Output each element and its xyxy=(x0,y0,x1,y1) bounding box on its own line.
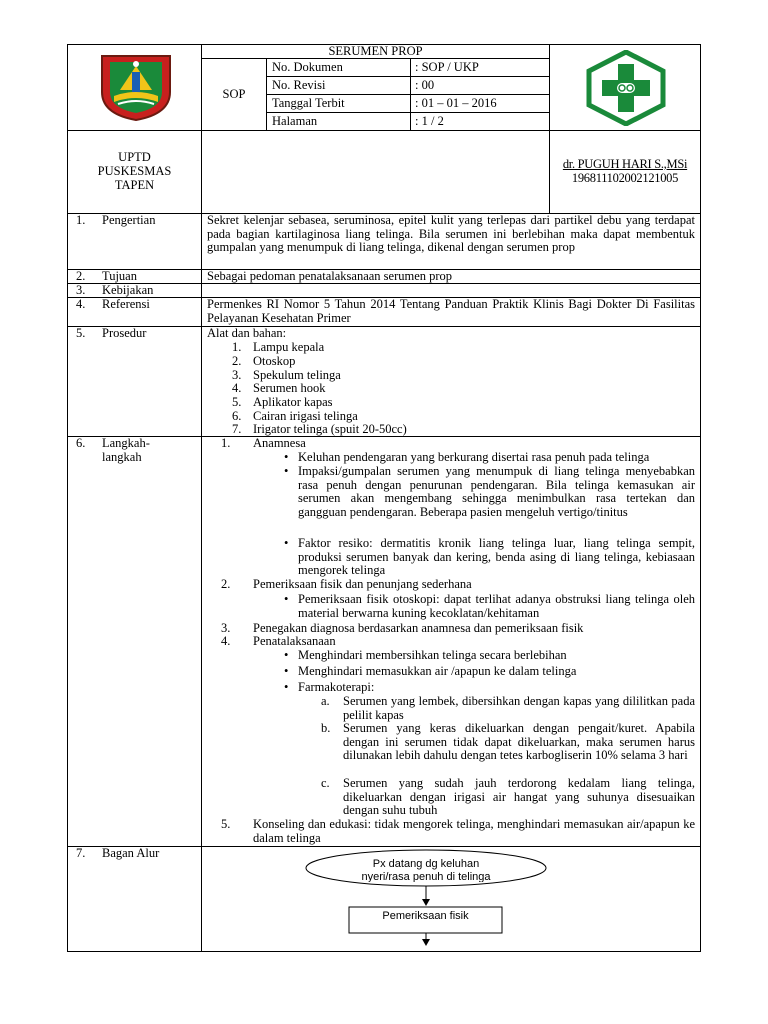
bullet-icon xyxy=(284,451,288,465)
sub-list-text: Serumen yang keras dikeluarkan dengan pengait/kuret. Apabila dengan ini serumen tidak dapat dikeluarkan, maka serumen harus dilunakan lebih dahulu dengan tetes karbogliserin 10% selama 3 hari xyxy=(343,721,695,763)
list-number: 4. xyxy=(232,381,242,395)
row-label: Tujuan xyxy=(102,269,137,283)
row-number: 5. xyxy=(76,326,86,340)
list-number: 1. xyxy=(232,340,242,354)
step-number: 3. xyxy=(221,621,231,635)
org-name: UPTD xyxy=(118,150,151,164)
purpose-text: Sebagai pedoman penatalaksanaan serumen prop xyxy=(207,269,453,283)
flow-node-start: nyeri/rasa penuh di telinga xyxy=(361,871,491,882)
org-name: PUSKESMAS xyxy=(97,164,172,178)
org-name: TAPEN xyxy=(114,178,155,192)
doc-field-value: : 01 – 01 – 2016 xyxy=(415,96,497,110)
doc-field-value: : 1 / 2 xyxy=(415,114,444,128)
list-item: Irigator telinga (spuit 20-50cc) xyxy=(253,422,407,436)
row-label: Bagan Alur xyxy=(102,846,160,860)
row-number: 7. xyxy=(76,846,86,860)
bullet-icon xyxy=(284,465,288,479)
list-item: Serumen hook xyxy=(253,381,326,395)
list-item: Otoskop xyxy=(253,354,296,368)
list-item: Spekulum telinga xyxy=(253,368,341,382)
step-bullet-text: Menghindari memasukkan air /apapun ke dalam telinga xyxy=(298,664,577,678)
row-number: 3. xyxy=(76,283,86,297)
list-number: 5. xyxy=(232,395,242,409)
row-label: Kebijakan xyxy=(102,283,154,297)
step-title: Konseling dan edukasi: tidak mengorek telinga, menghindari memasukan air/apapun ke dalam telinga xyxy=(253,817,695,845)
step-title: Pemeriksaan fisik dan penunjang sederhana xyxy=(253,577,472,591)
row-number: 1. xyxy=(76,213,86,227)
step-number: 2. xyxy=(221,577,231,591)
sub-list-text: Serumen yang lembek, dibersihkan dengan kapas yang dililitkan pada pelilit kapas xyxy=(343,694,695,722)
step-bullet-text: Impaksi/gumpalan serumen yang menumpuk di liang telinga menyebabkan rasa penuh dengan penurunan pendengaran. Bila telinga kemasukan air serumen akan mengembang sehingga menimbulkan rasa tertekan dan gangguan pendengaran. Beberapa pasien mengeluh vertigo/tinitus xyxy=(298,464,695,519)
step-bullet-text: Farmakoterapi: xyxy=(298,680,375,694)
list-item: Cairan irigasi telinga xyxy=(253,409,358,423)
step-title: Anamnesa xyxy=(253,436,306,450)
row-number: 6. xyxy=(76,436,86,450)
list-item: Lampu kepala xyxy=(253,340,325,354)
signer-name: dr. PUGUH HARI S.,MSi xyxy=(562,157,688,171)
reference-text: Permenkes RI Nomor 5 Tahun 2014 Tentang Panduan Praktik Klinis Bagi Dokter Di Fasilitas Pelayanan Kesehatan Primer xyxy=(207,297,695,325)
step-number: 4. xyxy=(221,634,231,648)
sop-label: SOP xyxy=(222,87,246,101)
step-title: Penegakan diagnosa berdasarkan anamnesa dan pemeriksaan fisik xyxy=(253,621,584,635)
definition-text: Sekret kelenjar sebasea, seruminosa, epitel kulit yang terlepas dari partikel debu yang terdapat pada bagian kartilaginosa liang telinga. Bila serumen ini berlebihan maka dapat membentuk gumpalan yang menumpuk di liang telinga, dikenal dengan serumen prop xyxy=(207,213,695,255)
puskesmas-logo xyxy=(585,50,667,126)
doc-field-value: : 00 xyxy=(415,78,435,92)
flow-node-exam: Pemeriksaan fisik xyxy=(382,910,469,922)
step-bullet-text: Keluhan pendengaran yang berkurang disertai rasa penuh pada telinga xyxy=(298,450,650,464)
bullet-icon xyxy=(284,593,288,607)
list-number: 7. xyxy=(232,422,242,436)
doc-field-value: : SOP / UKP xyxy=(415,60,479,74)
signer-nip: 196811102002121005 xyxy=(571,171,679,185)
step-bullet-text: Faktor resiko: dermatitis kronik liang telinga luar, liang telinga sempit, produksi serumen banyak dan kering, benda asing di liang telinga, kebiasaan mengorek telinga xyxy=(298,536,695,578)
bullet-icon xyxy=(284,537,288,551)
step-bullet-text: Menghindari membersihkan telinga secara berlebihan xyxy=(298,648,567,662)
row-label: langkah xyxy=(102,450,142,464)
doc-field-label: Tanggal Terbit xyxy=(272,96,345,110)
regency-logo xyxy=(98,52,174,122)
row-number: 2. xyxy=(76,269,86,283)
list-number: 6. xyxy=(232,409,242,423)
regency-emblem-icon xyxy=(98,52,174,122)
doc-field-label: No. Dokumen xyxy=(272,60,343,74)
sub-list-letter: c. xyxy=(321,776,330,790)
puskesmas-emblem-icon xyxy=(585,50,667,126)
step-title: Penatalaksanaan xyxy=(253,634,336,648)
row-label: Langkah- xyxy=(102,436,150,450)
step-number: 1. xyxy=(221,436,231,450)
step-bullet-text: Pemeriksaan fisik otoskopi: dapat terlihat adanya obstruksi liang telinga oleh material berwarna kuning kecoklatan/kehitaman xyxy=(298,592,695,620)
row-label: Pengertian xyxy=(102,213,156,227)
sub-list-text: Serumen yang sudah jauh terdorong kedalam liang telinga, dikeluarkan dengan irigasi air hangat yang suhunya disesuaikan dengan suhu tubuh xyxy=(343,776,695,818)
row-label: Referensi xyxy=(102,297,150,311)
list-number: 3. xyxy=(232,368,242,382)
list-item: Aplikator kapas xyxy=(253,395,333,409)
row-number: 4. xyxy=(76,297,86,311)
doc-field-label: No. Revisi xyxy=(272,78,326,92)
bullet-icon xyxy=(284,665,288,679)
flow-node-start: Px datang dg keluhan xyxy=(372,858,480,870)
bullet-icon xyxy=(284,649,288,663)
sub-list-letter: b. xyxy=(321,721,331,735)
bullet-icon xyxy=(284,681,288,695)
sub-list-letter: a. xyxy=(321,694,330,708)
document-title: SERUMEN PROP xyxy=(328,44,423,58)
procedure-intro: Alat dan bahan: xyxy=(207,326,287,340)
step-number: 5. xyxy=(221,817,231,831)
row-label: Prosedur xyxy=(102,326,147,340)
list-number: 2. xyxy=(232,354,242,368)
doc-field-label: Halaman xyxy=(272,114,318,128)
